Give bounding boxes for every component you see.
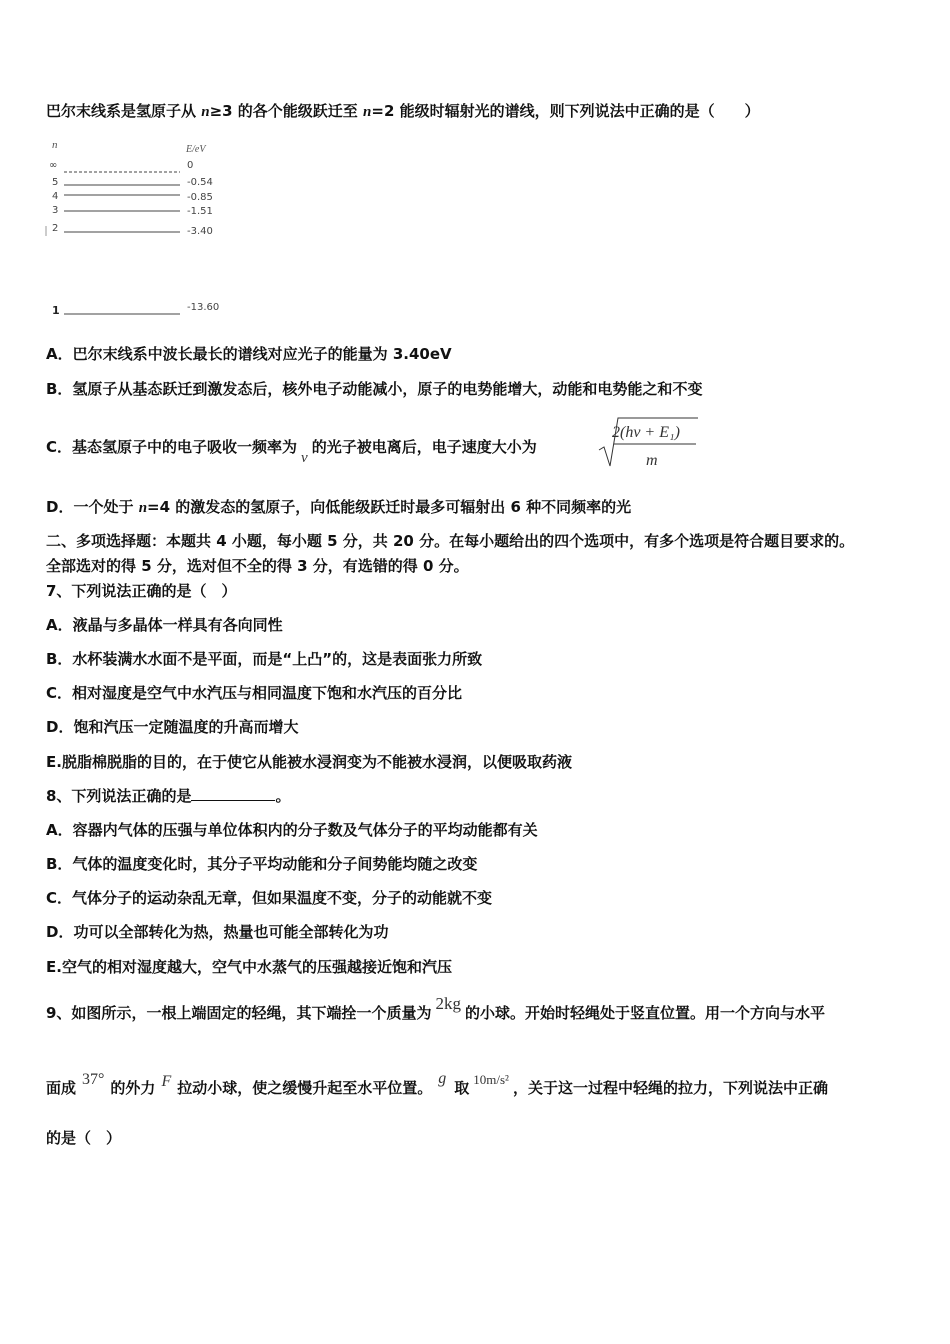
- force-symbol: F: [161, 1073, 172, 1090]
- option-a: A．巴尔末线系中波长最长的谱线对应光子的能量为 3.40eV: [46, 345, 452, 363]
- level-energy: -13.60: [187, 302, 220, 313]
- mass-value: 2kg: [435, 994, 461, 1013]
- diagram-energy-label: E/eV: [186, 144, 206, 155]
- q9-line-3: 的是（ ）: [46, 1129, 122, 1147]
- q7-option-d: D．饱和汽压一定随温度的升高而增大: [46, 718, 299, 736]
- level-energy: -0.54: [187, 177, 213, 188]
- level-energy: -1.51: [187, 206, 213, 217]
- level-n: 3: [52, 205, 59, 216]
- level-energy: -0.85: [187, 192, 213, 203]
- section-scoring: 全部选对的得 5 分，选对但不全的得 3 分，有选错的得 0 分。: [46, 557, 469, 575]
- option-d: D．一个处于 n=4 的激发态的氢原子，向低能级跃迁时最多可辐射出 6 种不同频率的光: [46, 498, 632, 516]
- q7-stem: 7、下列说法正确的是（ ）: [46, 582, 237, 600]
- level-energy: 0: [187, 160, 194, 171]
- option-c: C．基态氢原子中的电子吸收一频率为ν的光子被电离后，电子速度大小为: [46, 438, 537, 466]
- formula-denominator: m: [646, 452, 658, 469]
- energy-level-diagram: [44, 138, 244, 323]
- q8-option-e: E.空气的相对湿度越大，空气中水蒸气的压强越接近饱和汽压: [46, 958, 452, 976]
- nu-symbol: ν: [301, 450, 308, 466]
- option-b: B．氢原子从基态跃迁到激发态后，核外电子动能减小，原子的电势能增大，动能和电势能之和不变: [46, 380, 703, 398]
- angle-value: 37°: [82, 1071, 105, 1088]
- q9-line-1: 9、如图所示，一根上端固定的轻绳，其下端拴一个质量为 2kg 的小球。开始时轻绳处于竖直位置。用一个方向与水平: [46, 994, 825, 1022]
- level-energy: -3.40: [187, 226, 213, 237]
- q7-option-c: C．相对湿度是空气中水汽压与相同温度下饱和水汽压的百分比: [46, 684, 463, 702]
- level-n: 2: [52, 223, 59, 234]
- velocity-formula: [596, 414, 700, 472]
- diagram-n-label: n: [52, 139, 58, 151]
- level-n: 4: [52, 191, 59, 202]
- question-intro: 巴尔末线系是氢原子从 n≥3 的各个能级跃迁至 n=2 能级时辐射光的谱线，则下列说法中正确的是（ ）: [46, 102, 760, 120]
- q9-line-2: 面成 37° 的外力 F 拉动小球，使之缓慢升起至水平位置。g取 10m/s² ，关于这一过程中轻绳的拉力，下列说法中正确: [46, 1070, 828, 1097]
- level-n: ∞: [49, 160, 58, 171]
- q8-option-a: A．容器内气体的压强与单位体积内的分子数及气体分子的平均动能都有关: [46, 821, 538, 839]
- answer-blank: [191, 786, 275, 801]
- formula-numerator: 2(hν + E₁): [612, 424, 680, 441]
- q7-option-a: A．液晶与多晶体一样具有各向同性: [46, 616, 283, 634]
- level-n: 1: [52, 304, 60, 317]
- q8-option-b: B．气体的温度变化时，其分子平均动能和分子间势能均随之改变: [46, 855, 478, 873]
- q8-option-d: D．功可以全部转化为热，热量也可能全部转化为功: [46, 923, 389, 941]
- gravity-symbol: g: [438, 1070, 447, 1087]
- gravity-value: 10m/s²: [473, 1072, 509, 1087]
- level-n: 5: [52, 177, 59, 188]
- q8-option-c: C．气体分子的运动杂乱无章，但如果温度不变，分子的动能就不变: [46, 889, 493, 907]
- section-heading: 二、多项选择题：本题共 4 小题，每小题 5 分，共 20 分。在每小题给出的四个选项中，有多个选项是符合题目要求的。: [46, 532, 855, 550]
- q7-option-e: E.脱脂棉脱脂的目的，在于使它从能被水浸润变为不能被水浸润，以便吸取药液: [46, 753, 572, 771]
- q8-stem: 8、下列说法正确的是 。: [46, 787, 291, 805]
- q7-option-b: B．水杯装满水水面不是平面，而是“上凸”的，这是表面张力所致: [46, 650, 483, 668]
